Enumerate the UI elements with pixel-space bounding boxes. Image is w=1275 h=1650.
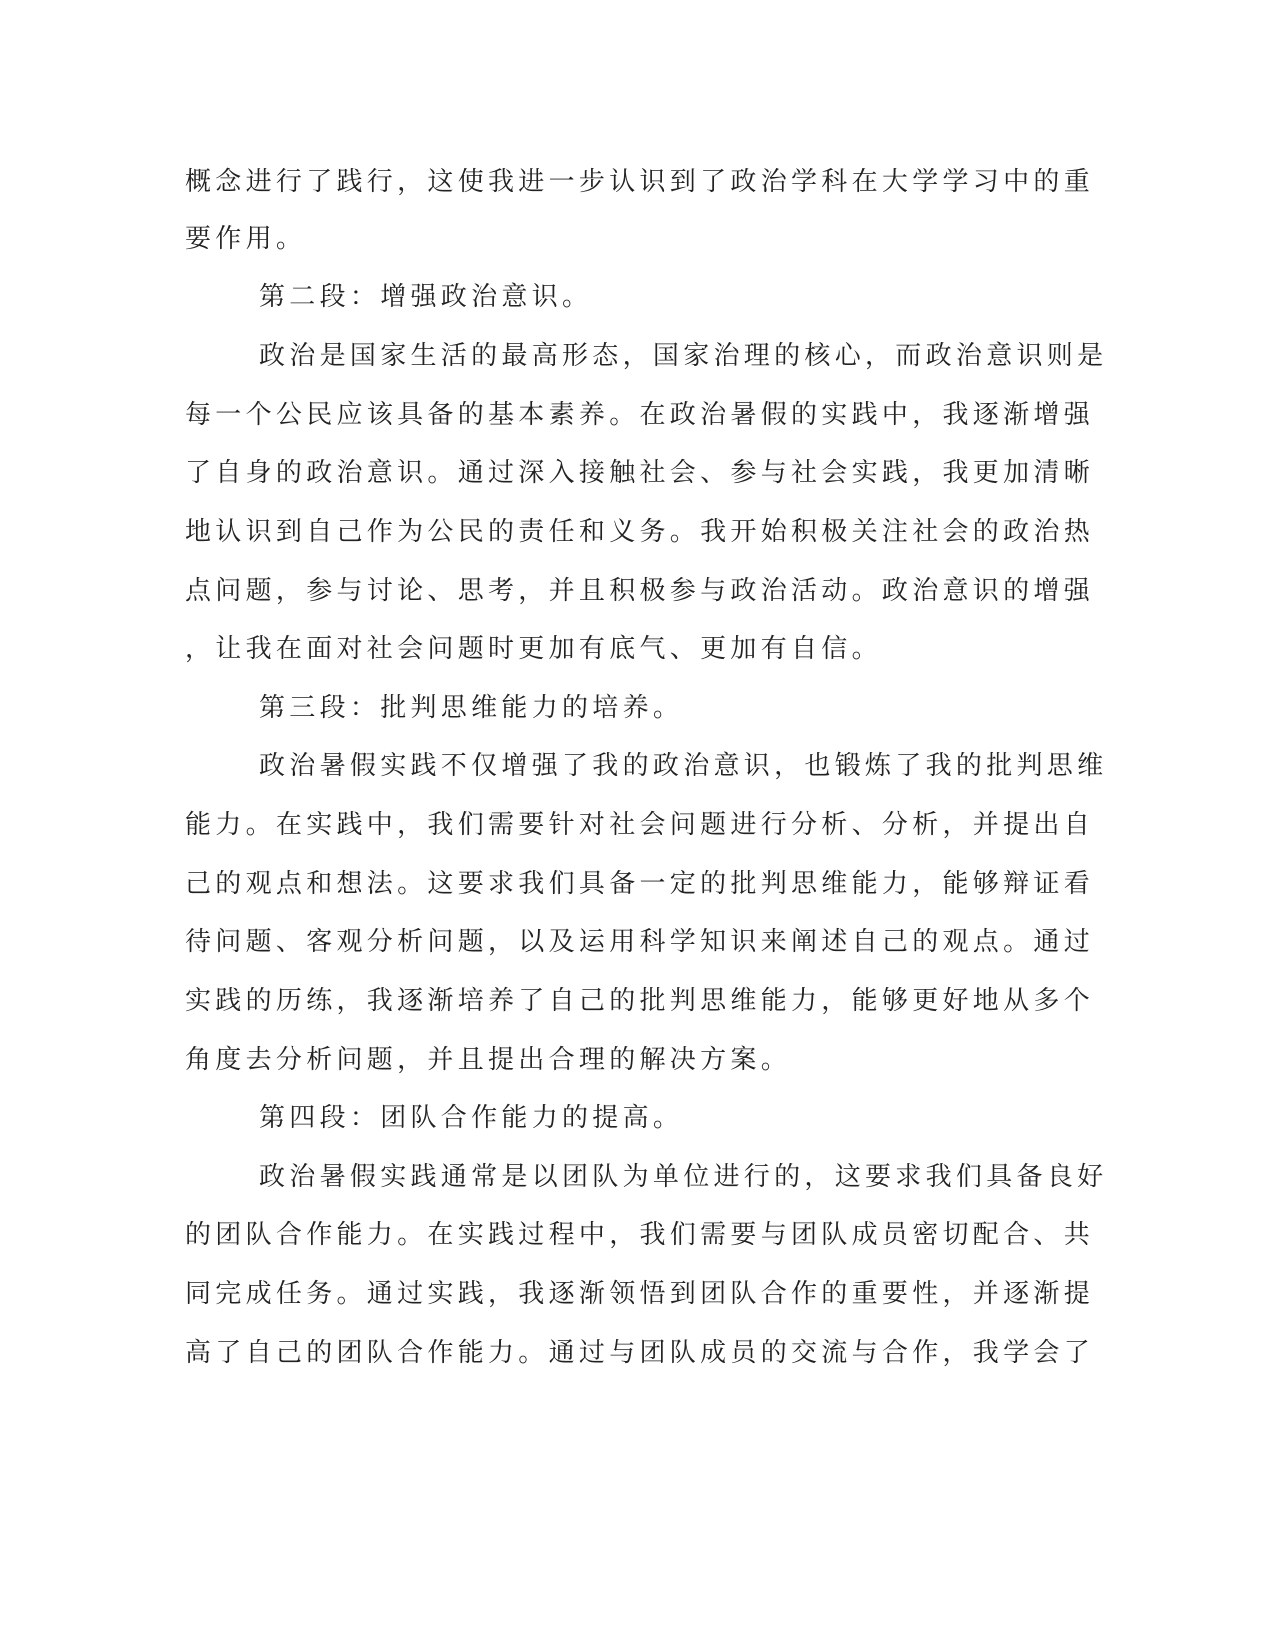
text-line: ，让我在面对社会问题时更加有底气、更加有自信。: [185, 634, 882, 664]
text-line: 能力。在实践中，我们需要针对社会问题进行分析、分析，并提出自: [185, 810, 1095, 840]
section-heading-4: 第四段：团队合作能力的提高。: [259, 1103, 684, 1133]
text-line: 每一个公民应该具备的基本素养。在政治暑假的实践中，我逐渐增强: [185, 400, 1095, 430]
text-line: 高了自己的团队合作能力。通过与团队成员的交流与合作，我学会了: [185, 1338, 1095, 1368]
text-line: 同完成任务。通过实践，我逐渐领悟到团队合作的重要性，并逐渐提: [185, 1279, 1095, 1309]
text-line: 政治暑假实践不仅增强了我的政治意识，也锻炼了我的批判思维: [259, 751, 1108, 781]
text-line: 概念进行了践行，这使我进一步认识到了政治学科在大学学习中的重: [185, 167, 1095, 197]
section-heading-2: 第二段：增强政治意识。: [259, 282, 593, 312]
text-line: 地认识到自己作为公民的责任和义务。我开始积极关注社会的政治热: [185, 517, 1095, 547]
text-line: 实践的历练，我逐渐培养了自己的批判思维能力，能够更好地从多个: [185, 986, 1095, 1016]
text-line: 己的观点和想法。这要求我们具备一定的批判思维能力，能够辩证看: [185, 869, 1095, 899]
text-line: 政治暑假实践通常是以团队为单位进行的，这要求我们具备良好: [259, 1162, 1108, 1192]
text-line: 要作用。: [185, 224, 307, 254]
section-heading-3: 第三段：批判思维能力的培养。: [259, 693, 684, 723]
text-line: 的团队合作能力。在实践过程中，我们需要与团队成员密切配合、共: [185, 1220, 1095, 1250]
text-line: 点问题，参与讨论、思考，并且积极参与政治活动。政治意识的增强: [185, 576, 1095, 606]
text-line: 角度去分析问题，并且提出合理的解决方案。: [185, 1045, 792, 1075]
text-line: 政治是国家生活的最高形态，国家治理的核心，而政治意识则是: [259, 341, 1108, 371]
text-line: 待问题、客观分析问题，以及运用科学知识来阐述自己的观点。通过: [185, 927, 1095, 957]
text-line: 了自身的政治意识。通过深入接触社会、参与社会实践，我更加清晰: [185, 458, 1095, 488]
